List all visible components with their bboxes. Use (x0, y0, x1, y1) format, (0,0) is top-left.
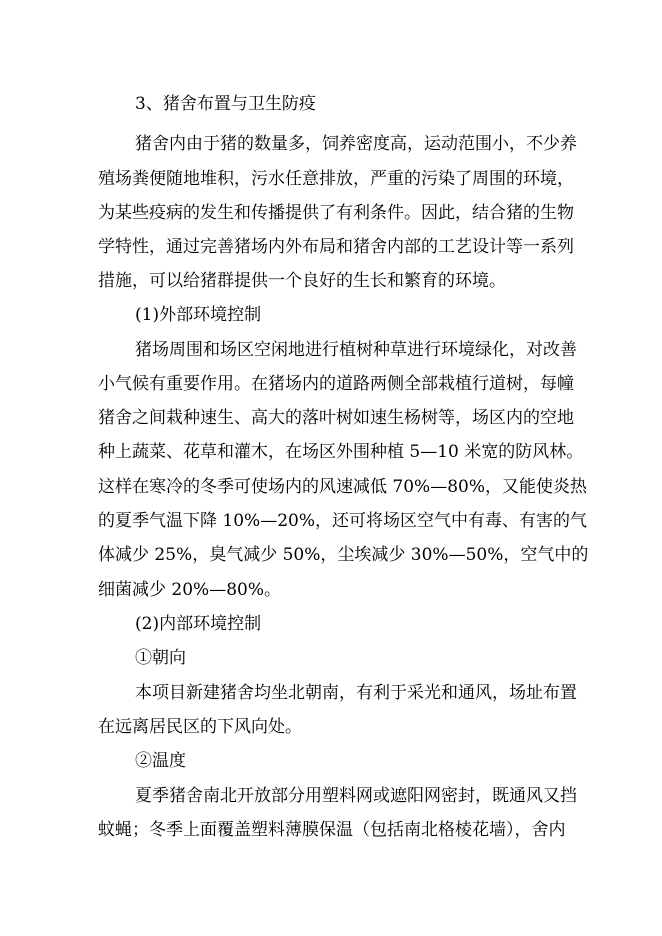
paragraph-line: 措施，可以给猪群提供一个良好的生长和繁育的环境。 (98, 271, 506, 291)
paragraph-line: 殖场粪便随地堆积，污水任意排放，严重的污染了周围的环境， (98, 169, 574, 189)
section-title-external-control: (1)外部环境控制 (135, 305, 262, 325)
section-title-internal-control: (2)内部环境控制 (135, 614, 262, 634)
paragraph-line: 这样在寒冷的冬季可使场内的风速减低 70%—80%，又能使炎热 (98, 477, 587, 497)
paragraph-line: 体减少 25%，臭气减少 50%，尘埃减少 30%—50%，空气中的 (98, 545, 589, 565)
paragraph-line: 猪舍内由于猪的数量多，饲养密度高，运动范围小，不少养 (135, 134, 577, 154)
paragraph-line: 在远离居民区的下风向处。 (98, 717, 302, 737)
paragraph-line: 的夏季气温下降 10%—20%，还可将场区空气中有毒、有害的气 (98, 511, 587, 531)
section-heading: 3、猪舍布置与卫生防疫 (135, 94, 316, 114)
paragraph-line: 小气候有重要作用。在猪场内的道路两侧全部栽植行道树，每幢 (98, 374, 574, 394)
paragraph-line: 学特性，通过完善猪场内外布局和猪舍内部的工艺设计等一系列 (98, 237, 574, 257)
paragraph-line: 本项目新建猪舍均坐北朝南，有利于采光和通风，场址布置 (135, 683, 577, 703)
paragraph-line: 猪场周围和场区空闲地进行植树种草进行环境绿化，对改善 (135, 340, 577, 360)
paragraph-line: 为某些疫病的发生和传播提供了有利条件。因此，结合猪的生物 (98, 203, 574, 223)
paragraph-line: 蚊蝇；冬季上面覆盖塑料薄膜保温（包括南北格棱花墙），舍内 (98, 820, 566, 840)
paragraph-line: 种上蔬菜、花草和灌木，在场区外围种植 5—10 米宽的防风林。 (98, 442, 584, 462)
paragraph-line: 夏季猪舍南北开放部分用塑料网或遮阳网密封，既通风又挡 (135, 786, 577, 806)
paragraph-line: 细菌减少 20%—80%。 (98, 580, 281, 600)
subsection-title-temperature: ②温度 (135, 751, 186, 771)
paragraph-line: 猪舍之间栽种速生、高大的落叶树如速生杨树等，场区内的空地 (98, 408, 574, 428)
subsection-title-orientation: ①朝向 (135, 648, 186, 668)
